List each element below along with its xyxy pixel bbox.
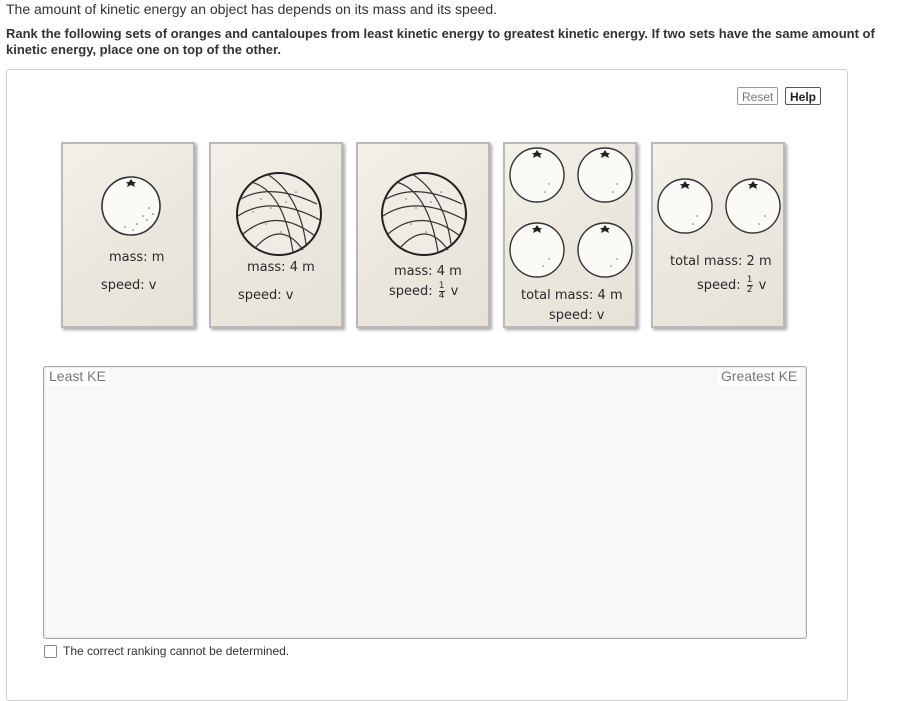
cantaloupe-icon <box>358 144 492 330</box>
card-mass-label: mass: 4 m <box>394 264 462 279</box>
card-cantaloupe-4m-quarter-v[interactable] <box>356 142 490 328</box>
card-cantaloupe-4m-v[interactable] <box>209 142 343 328</box>
card-mass-label: total mass: 2 m <box>670 254 772 269</box>
card-speed-label <box>389 282 458 301</box>
two-oranges-icon <box>653 144 787 330</box>
orange-icon <box>63 144 197 330</box>
card-speed-label: speed: v <box>101 278 157 293</box>
cannot-determine-label[interactable]: The correct ranking cannot be determined. <box>63 644 290 658</box>
card-mass-label: total mass: 4 m <box>521 288 623 303</box>
least-ke-label: Least KE <box>46 368 109 385</box>
fraction-denominator: 4 <box>438 291 445 301</box>
greatest-ke-label: Greatest KE <box>718 368 800 385</box>
fraction-numerator: 1 <box>438 281 445 291</box>
speed-fraction <box>439 282 445 301</box>
card-mass-label: mass: m <box>109 250 165 265</box>
speed-fraction <box>747 276 753 295</box>
speed-prefix: speed: <box>697 278 741 293</box>
card-speed-label: speed: v <box>549 308 605 323</box>
fraction-numerator: 1 <box>746 275 753 285</box>
card-orange-m-v[interactable] <box>61 142 195 328</box>
intro-text: The amount of kinetic energy an object has depends on its mass and its speed. <box>6 1 498 17</box>
card-speed-label: speed: v <box>238 288 294 303</box>
speed-suffix: v <box>450 284 459 299</box>
help-button[interactable]: Help <box>785 87 821 105</box>
cannot-determine-row <box>44 644 289 658</box>
fraction-denominator: 2 <box>746 285 753 295</box>
instructions-text: Rank the following sets of oranges and cantaloupes from least kinetic energy to greatest kinetic energy. If two sets have the same amount of kinetic energy, place one on top of the other. <box>6 26 875 57</box>
cannot-determine-checkbox[interactable] <box>44 645 57 658</box>
card-4oranges-4m-v[interactable] <box>503 142 637 328</box>
card-speed-label <box>697 276 766 295</box>
speed-suffix: v <box>758 278 767 293</box>
speed-prefix: speed: <box>389 284 433 299</box>
card-mass-label: mass: 4 m <box>247 260 315 275</box>
card-2oranges-2m-half-v[interactable] <box>651 142 785 328</box>
ranking-drop-area[interactable] <box>43 366 807 639</box>
reset-button[interactable]: Reset <box>737 87 778 105</box>
